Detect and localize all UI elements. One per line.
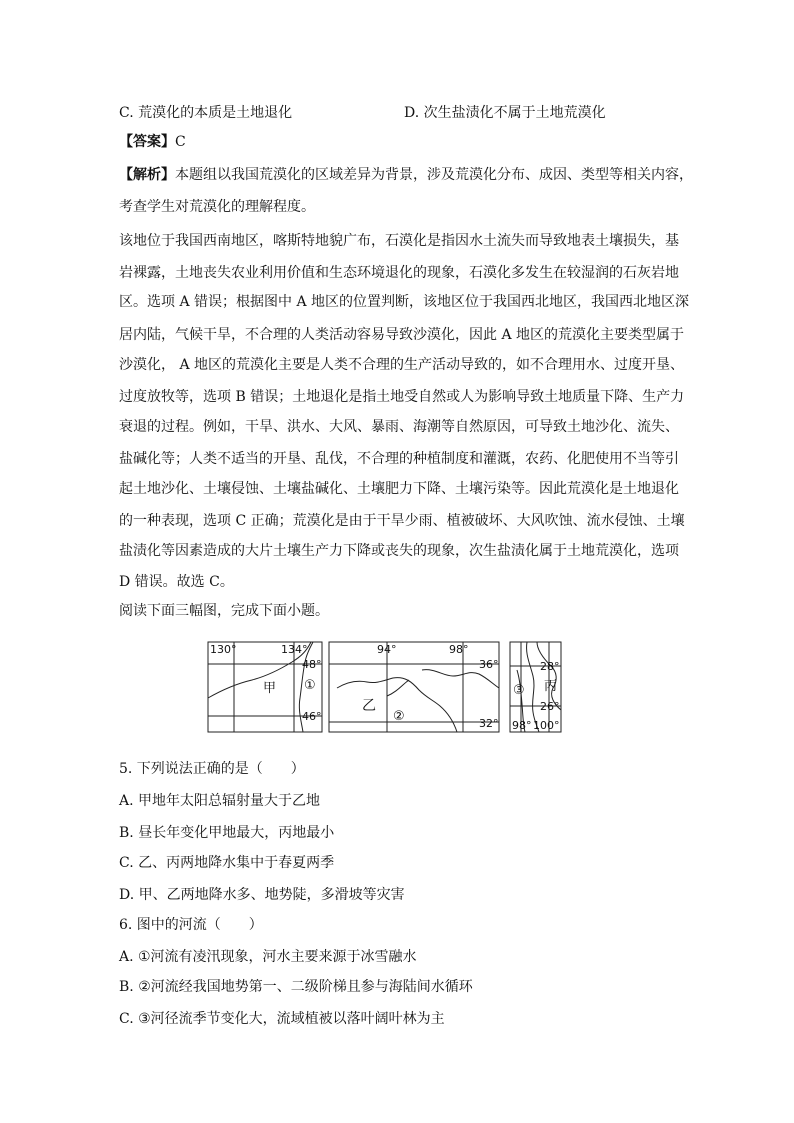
map-bing-lon-left: 98° <box>512 719 532 732</box>
map-yi-lon-left: 94° <box>377 643 397 656</box>
analysis-line-4: 岩裸露，土地丧失农业利用价值和生态环境退化的现象，石漠化多发生在较湿润的石灰岩地 <box>119 265 679 281</box>
analysis-line-9: 衰退的过程。例如，干旱、洪水、大风、暴雨、海潮等自然原因，可导致土地沙化、流失、 <box>119 419 679 435</box>
analysis-line-3: 该地位于我国西南地区，喀斯特地貌广布，石漠化是指因水土流失而导致地表土壤损失，基 <box>119 233 679 249</box>
analysis-line-13: 盐渍化等因素造成的大片土壤生产力下降或丧失的现象，次生盐渍化属于土地荒漠化，选项 <box>119 543 679 559</box>
map-yi-lat-top: 36° <box>479 658 499 671</box>
question-5-option-b: B. 昼长年变化甲地最大，丙地最小 <box>119 825 335 841</box>
question-6-stem: 6. 图中的河流（ ） <box>119 917 263 933</box>
question-5-option-a: A. 甲地年太阳总辐射量大于乙地 <box>119 793 321 809</box>
answer-line <box>119 133 186 151</box>
map-jia-river-label: ① <box>304 678 316 693</box>
analysis-line-6: 居内陆，气候干旱，不合理的人类活动容易导致沙漠化，因此 A 地区的荒漠化主要类型属于 <box>119 327 685 343</box>
three-maps-figure <box>207 640 562 735</box>
analysis-line-2: 考查学生对荒漠化的理解程度。 <box>119 199 315 215</box>
map-yi-lat-bottom: 32° <box>479 717 499 730</box>
map-jia-place-label: 甲 <box>263 681 277 696</box>
map-yi-lon-right: 98° <box>449 643 469 656</box>
analysis-line-12: 的一种表现，选项 C 正确；荒漠化是由于干旱少雨、植被破坏、大风吹蚀、流水侵蚀、土壤 <box>119 513 685 529</box>
map-bing-lon-right: 100° <box>533 719 560 732</box>
answer-tag: 【答案】 <box>119 134 175 150</box>
map-yi-place-label: 乙 <box>362 698 376 714</box>
question-6-option-a: A. ①河流有凌汛现象，河水主要来源于冰雪融水 <box>119 949 417 965</box>
analysis-tag: 【解析】 <box>119 167 175 183</box>
question-5-stem: 5. 下列说法正确的是（ ） <box>119 761 305 777</box>
intro-text: 阅读下面三幅图，完成下面小题。 <box>119 603 329 619</box>
map-yi <box>329 642 499 732</box>
analysis-line-10: 盐碱化等；人类不适当的开垦、乱伐，不合理的种植制度和灌溉，农药、化肥使用不当等引 <box>119 451 679 467</box>
analysis-line-5: 区。选项 A 错误；根据图中 A 地区的位置判断，该地区位于我国西北地区，我国西北地区深 <box>119 294 690 310</box>
answer-value: C <box>175 134 186 150</box>
analysis-line-1: 【解析】本题组以我国荒漠化的区域差异为背景，涉及荒漠化分布、成因、类型等相关内容， <box>119 167 693 183</box>
question-6-option-c: C. ③河径流季节变化大，流域植被以落叶阔叶林为主 <box>119 1011 445 1027</box>
map-yi-river-branch <box>387 680 409 696</box>
map-jia-lat-top: 48° <box>302 658 322 671</box>
option-d-prev: D. 次生盐渍化不属于土地荒漠化 <box>404 105 606 121</box>
map-jia-lon-left: 130° <box>210 643 237 656</box>
analysis-line-7: 沙漠化， A 地区的荒漠化主要是人类不合理的生产活动导致的，如不合理用水、过度开垦、 <box>119 357 685 373</box>
option-c-prev: C. 荒漠化的本质是土地退化 <box>119 105 293 121</box>
map-yi-frame <box>329 642 499 732</box>
question-5-option-d: D. 甲、乙两地降水多、地势陡，多滑坡等灾害 <box>119 887 405 903</box>
analysis-line-14: D 错误。故选 C。 <box>119 574 234 590</box>
map-yi-river-label: ② <box>393 709 405 724</box>
map-yi-river-north <box>422 670 499 688</box>
analysis-line-11: 起土地沙化、土壤侵蚀、土壤盐碱化、土壤肥力下降、土壤污染等。因此荒漠化是土地退化 <box>119 481 679 497</box>
question-6-option-b: B. ②河流经我国地势第一、二级阶梯且参与海陆间水循环 <box>119 979 473 995</box>
map-jia-lon-right: 134° <box>281 643 308 656</box>
map-jia-lat-bottom: 46° <box>302 710 322 723</box>
map-bing-lat-top: 28° <box>540 660 560 673</box>
analysis-line-8: 过度放牧等，选项 B 错误；土地退化是指土地受自然或人为影响导致土地质量下降、生产力 <box>119 389 685 405</box>
question-5-option-c: C. 乙、丙两地降水集中于春夏两季 <box>119 855 335 871</box>
map-bing-river-label: ③ <box>513 683 525 698</box>
map-bing-place-label: 丙 <box>544 679 558 694</box>
map-bing-lat-bottom: 26° <box>540 700 560 713</box>
